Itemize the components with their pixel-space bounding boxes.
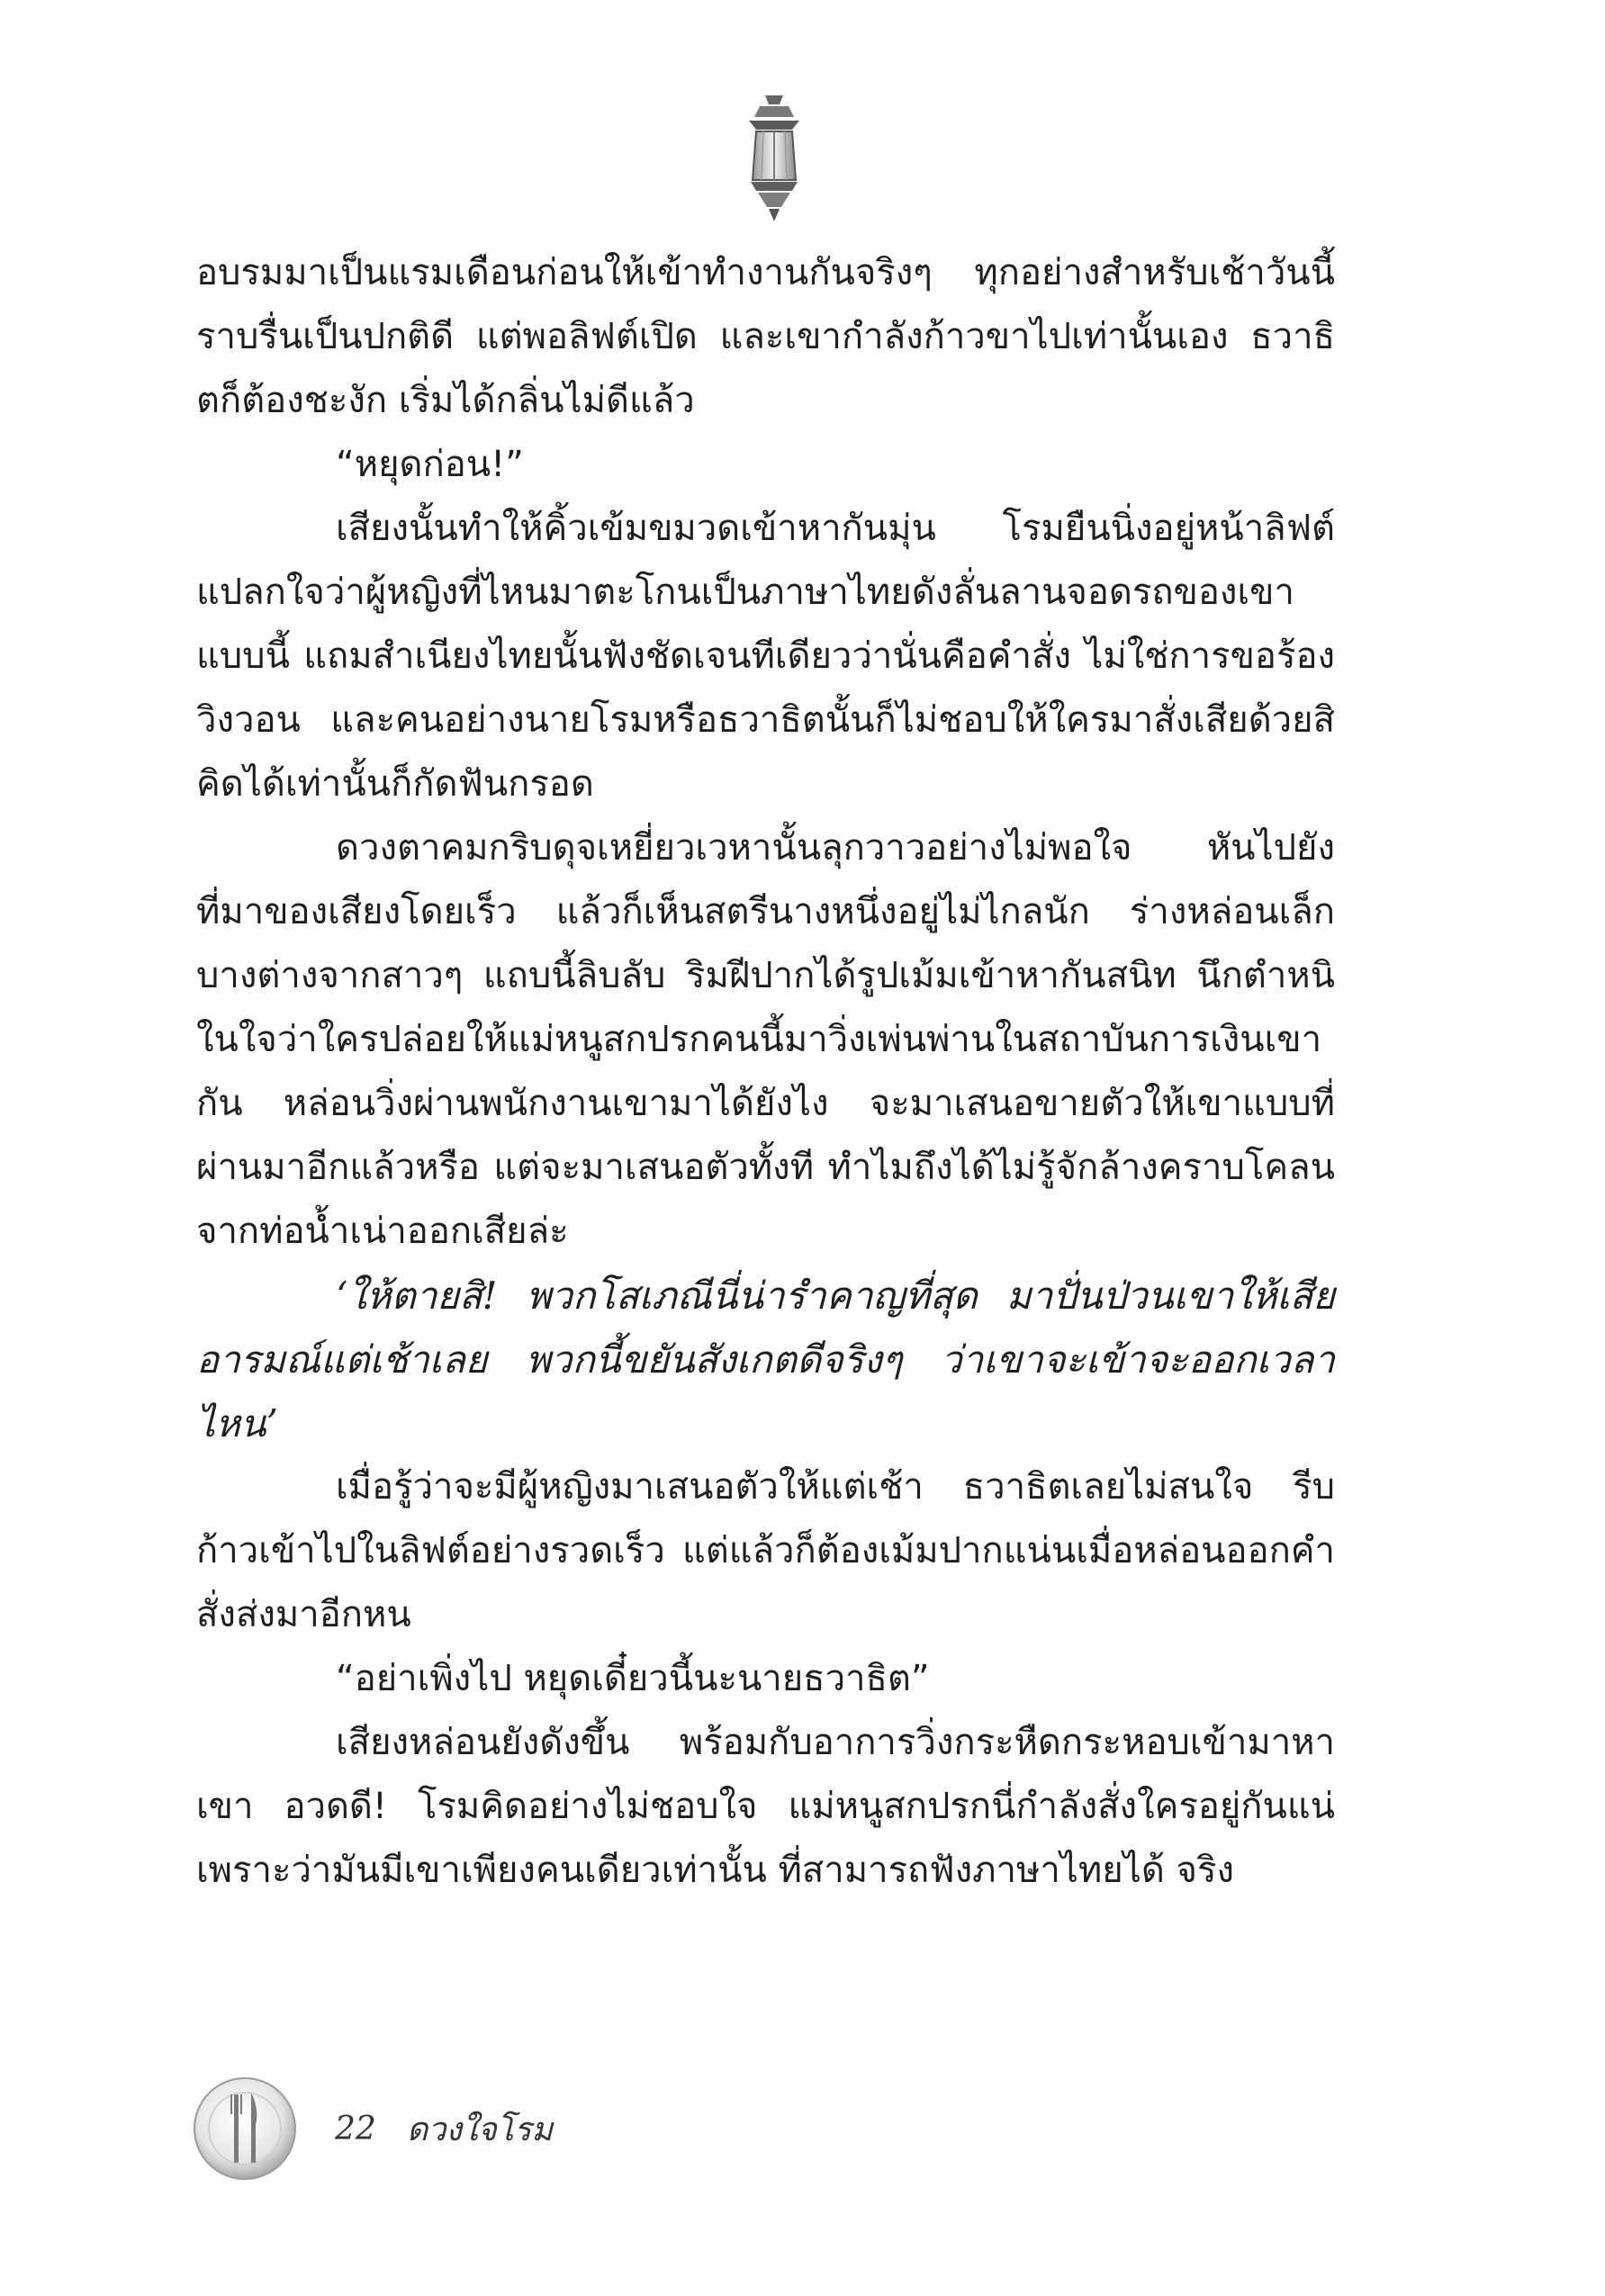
- page-number: 22: [335, 2110, 376, 2147]
- paragraph: “อย่าเพิ่งไป หยุดเดี๋ยวนี้นะนายธวาธิต”: [336, 1658, 930, 1699]
- paragraph: เสียงนั้นทำให้คิ้วเข้มขมวดเข้าหากันมุ่น โรมยืนนิ่งอยู่หน้าลิฟต์ แปลกใจว่าผู้หญิงที่ไหนมาตะโกนเป็นภาษาไทยดังลั่นลานจอดรถของเขาแบบนี้ แถมสำเนียงไทยนั้นฟังชัดเจนทีเดียวว่านั่นคือคำสั่ง ไม่ใช่การขอร้องวิงวอน และคนอย่างนายโรมหรือธวาธิตนั้นก็ไม่ชอบให้ใครมาสั่งเสียด้วยสิ คิดได้เท่านั้นก็กัดฟันกรอด: [196, 508, 1335, 805]
- paragraph: ดวงตาคมกริบดุจเหยี่ยวเวหานั้นลุกวาวอย่างไม่พอใจ หันไปยังที่มาของเสียงโดยเร็ว แล้วก็เห็นสตรีนางหนึ่งอยู่ไม่ไกลนัก ร่างหล่อนเล็กบางต่างจากสาวๆ แถบนี้ลิบลับ ริมฝีปากได้รูปเม้มเข้าหากันสนิท นึกตำหนิในใจว่าใครปล่อยให้แม่หนูสกปรกคนนี้มาวิ่งเพ่นพ่านในสถาบันการเงินเขากัน หล่อนวิ่งผ่านพนักงานเขามาได้ยังไง จะมาเสนอขายตัวให้เขาแบบที่ผ่านมาอีกแล้วหรือ แต่จะมาเสนอตัวทั้งที ทำไมถึงได้ไม่รู้จักล้างคราบโคลนจากท่อน้ำเน่าออกเสียล่ะ: [196, 827, 1335, 1252]
- plate-fork-knife-icon: [191, 2075, 299, 2183]
- page-footer: [191, 2070, 553, 2187]
- book-title: ดวงใจโรม: [406, 2111, 554, 2148]
- paragraph: “หยุดก่อน!”: [336, 444, 524, 485]
- paragraph: เสียงหล่อนยังดังขึ้น พร้อมกับอาการวิ่งกระหืดกระหอบเข้ามาหาเขา อวดดี! โรมคิดอย่างไม่ชอบใจ แม่หนูสกปรกนี่กำลังสั่งใครอยู่กันแน่ เพราะว่ามันมีเขาเพียงคนเดียวเท่านั้น ที่สามารถฟังภาษาไทยได้ จริง: [196, 1722, 1335, 1891]
- body-text: [196, 241, 1335, 1903]
- paragraph: เมื่อรู้ว่าจะมีผู้หญิงมาเสนอตัวให้แต่เช้า ธวาธิตเลยไม่สนใจ รีบก้าวเข้าไปในลิฟต์อย่างรวดเร็ว แต่แล้วก็ต้องเม้มปากแน่นเมื่อหล่อนออกคำสั่งส่งมาอีกหน: [196, 1466, 1335, 1635]
- lantern-icon: [729, 90, 819, 225]
- paragraph: อบรมมาเป็นแรมเดือนก่อนให้เข้าทำงานกันจริงๆ ทุกอย่างสำหรับเช้าวันนี้ราบรื่นเป็นปกติดี แต่พอลิฟต์เปิด และเขากำลังก้าวขาไปเท่านั้นเอง ธวาธิตก็ต้องชะงัก เริ่มได้กลิ่นไม่ดีแล้ว: [196, 252, 1335, 421]
- italic-paragraph: ‘ให้ตายสิ! พวกโสเภณีนี่น่ารำคาญที่สุด มาปั่นป่วนเขาให้เสียอารมณ์แต่เช้าเลย พวกนี้ขยันสังเกตดีจริงๆ ว่าเขาจะเข้าจะออกเวลาไหน’: [196, 1274, 1335, 1445]
